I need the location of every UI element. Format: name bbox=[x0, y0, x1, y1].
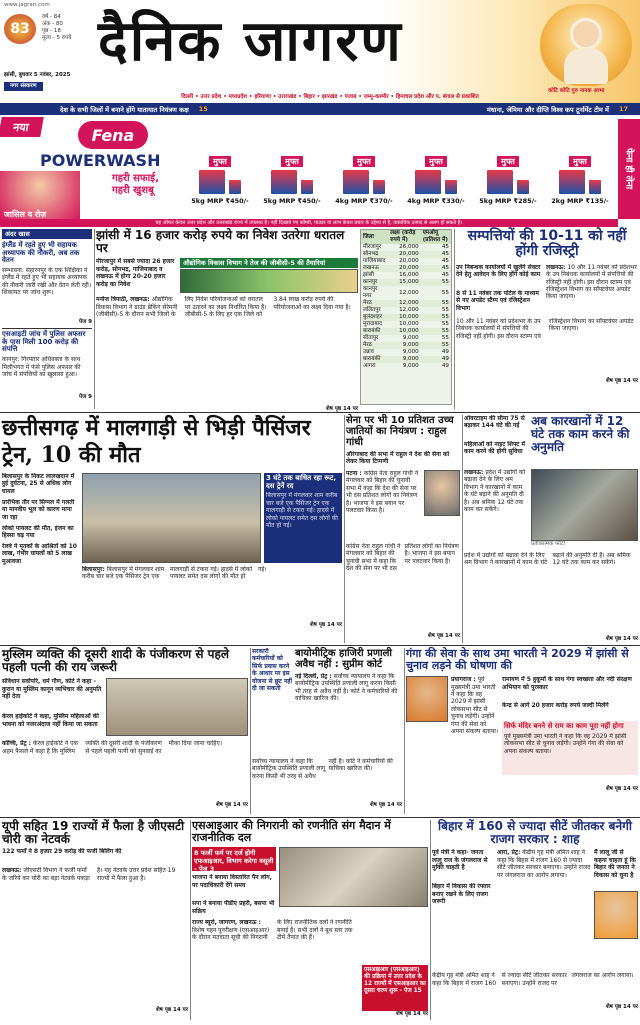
story-byline: बिलासपुर: bbox=[82, 566, 105, 573]
teaser-right-page: 17 bbox=[618, 105, 628, 113]
story-body: केरल हाईकोर्ट ने एक अहम फैसले में कहा है कि मुस्लिम व्यक्ति की दूसरी शादी के पंजीकरण से पहले पहली पत्नी को सुनवाई का मौका दिया जाना चाहिए। bbox=[2, 740, 223, 755]
tagline-line: गहरी सफाई, bbox=[112, 173, 159, 184]
masthead bbox=[0, 0, 640, 103]
ad-offer bbox=[402, 135, 470, 205]
badge-number: 83 bbox=[10, 21, 30, 37]
table-cell: मेरठ bbox=[363, 342, 372, 348]
story-bullet: केन्द्र से आगे 20 हजार करोड़ रुपये जल्दी मिलेंगे bbox=[502, 702, 609, 710]
story-bullet: प्रारंभिक तौर पर सिग्नल में गलती या मानवीय भूल को कारण माना जा रहा bbox=[2, 499, 75, 521]
ad-offer bbox=[186, 135, 254, 205]
story-gst-network[interactable] bbox=[2, 820, 188, 1020]
shah-photo bbox=[594, 891, 638, 939]
story-byline: नई दिल्ली, प्रेट्र : bbox=[295, 673, 332, 680]
editions-strip: दिल्ली • उत्तर प्रदेश • मध्यप्रदेश • हरियाणा • उत्तराखंड • बिहार • झारखंड • पंजाब • जम्मू-कश्मीर • हिमाचल प्रदेश और प. बंगाल से प्रकाशित bbox=[181, 94, 479, 100]
story-headline: सेना पर भी 10 प्रतिशत उच्च जातियों का नियंत्रण : राहुल गांधी bbox=[346, 415, 454, 448]
rahul-photo bbox=[424, 470, 460, 516]
ad-tagline bbox=[112, 173, 159, 197]
table-cell: कानपुर नगर bbox=[363, 286, 378, 299]
offer-price: 2kg MRP ₹135/- bbox=[551, 197, 609, 205]
story-body-cont: 10 और 11 नवंबर को प्रदेशभर के उप निबंधक कार्यालयों में संपत्तियों की रजिस्ट्री नहीं होगी। इस दौरान स्टाम्प एवं रजिस्ट्रेशन विभाग का सॉफ्टवेयर अपडेट किया जाएगा। bbox=[456, 317, 634, 340]
table-row bbox=[361, 272, 451, 279]
story-headline: बायोमीट्रिक हाजिरी प्रणाली अवैध नहीं : सुप्रीम कोर्ट bbox=[295, 648, 393, 670]
table-cell: 9,000 bbox=[402, 342, 419, 348]
table-cell: 20,000 bbox=[399, 258, 419, 264]
story-body: केंद्रीय गृह मंत्री अमित शाह ने कहा कि बिहार में राजग 160 से ज्यादा सीटें जीतकर सरकार बनाएगा। उन्होंने राजद पर जंगलराज का आरोप लगाया। bbox=[497, 849, 591, 879]
story-body: औद्योगिक विकास विभाग ने ग्राउंड ब्रेकिंग सेरेमनी (जीबीसी)-5 के दौरान सभी जिलों के लिए निवेश परियोजनाओं को धरातल पर उतारने का लक्ष्य निर्धारित किया है। जीबीसी-5 के लिए हर एक जिले को 3.84 लाख करोड़ रुपये की परियोजनाओं का लक्ष्य दिया गया है। bbox=[96, 296, 351, 319]
story-bullet: केरल हाईकोर्ट ने कहा, मुस्लिम महिलाओं की भावना को नजरअंदाज नहीं किया जा सकता bbox=[2, 713, 99, 728]
table-cell: उन्नाव bbox=[363, 349, 374, 355]
sub-box[interactable] bbox=[362, 965, 428, 1011]
story-headline: बिहार में 160 से ज्यादा सीटें जीतकर बनेगी राजग सरकार : शाह bbox=[438, 819, 632, 847]
offer-free: मुफ्त bbox=[425, 156, 447, 167]
story-bullet: 122 फर्मों ने 8 हजार 29 करोड़ की फर्जी बिलिंग की bbox=[2, 848, 122, 856]
table-row bbox=[361, 286, 451, 300]
table-cell: 12,000 bbox=[399, 307, 419, 313]
story-byline: लखनऊ: bbox=[2, 867, 22, 875]
table-header: एमओयू (प्रतिशत में) bbox=[422, 230, 448, 243]
ad-offer bbox=[330, 135, 398, 205]
left-item-title: इंग्लैंड में रहते हुए भी सहायक अध्यापक की नौकरी, अब तक वेतन bbox=[2, 241, 80, 265]
offer-price: 4kg MRP ₹370/- bbox=[335, 197, 393, 205]
left-item-body: सम्भावना: सहारनपुर के एक शिक्षिका ने इंग्लैंड में रहते हुए भी सहायक अध्यापक की नौकरी जारी रखी और वेतन लेती रही। शिकायत पर जांच शुरू। bbox=[2, 267, 92, 297]
table-header: जिला bbox=[363, 233, 374, 240]
left-item-page: पेज 9 bbox=[79, 394, 92, 401]
story-bullet: 8 से 11 नवंबर तक पोर्टल के माध्यम से नए अपडेट स्टैम्प एवं रजिस्ट्रेशन विभाग bbox=[456, 289, 539, 312]
story-continued: शेष पृष्ठ 14 पर bbox=[605, 1004, 638, 1011]
site-url[interactable]: www.jagran.com bbox=[4, 2, 50, 8]
table-row bbox=[361, 321, 451, 328]
box-title: 3 घंटे तक बाधित रहा रूट, दस ट्रेनें रद bbox=[266, 474, 337, 490]
story-continued: शेष पृष्ठ 14 पर bbox=[605, 786, 638, 793]
story-bullet: लोको पायलट की मौत, इंजन का हिस्सा चढ़ गया bbox=[2, 525, 74, 540]
table-cell: 55 bbox=[441, 279, 449, 285]
table-cell: बाराबंकी bbox=[363, 356, 381, 362]
table-cell: 45 bbox=[441, 258, 449, 264]
date-line: झांसी, बुधवार 5 नवंबर, 2025 bbox=[4, 72, 71, 78]
table-cell: 10,000 bbox=[399, 328, 419, 334]
table-row bbox=[361, 307, 451, 314]
tagline-line: गहरी खुशबू bbox=[112, 185, 154, 196]
side-text: फेना ही लेना bbox=[623, 148, 634, 190]
story-bullet: सपा ने बनाया पीडीए प्रहरी, बसपा भी सक्रिय bbox=[192, 900, 275, 915]
table-body bbox=[361, 244, 451, 370]
table-cell: सीतापुर bbox=[363, 335, 379, 341]
table-row bbox=[361, 279, 451, 286]
table-cell: 55 bbox=[441, 314, 449, 320]
story-continued: शेष पृष्ठ 14 पर bbox=[155, 1007, 188, 1014]
story-body: प्रदेश में उद्योगों को बढ़ावा देने के लिए श्रम विभाग ने कारखानों में काम के घंटे बढ़ाने की अनुमति दी है। अब श्रमिक 12 घंटे तक काम कर सकेंगे। bbox=[464, 469, 526, 514]
investment-table bbox=[360, 229, 452, 405]
sub-box-text: एसआइआर (एसआइआर) की प्रक्रिया में उत्तर प्रदेश के 12 राज्यों में एसआइआर का दूसरा चरण शुरू - पेज 15 bbox=[364, 967, 426, 995]
graphic-title: औद्योगिक विकास विभाग ने तेज की जीबीसी-5 की तैयारियां bbox=[180, 258, 358, 268]
story-muslim-marriage[interactable] bbox=[2, 648, 248, 814]
table-cell: 45 bbox=[441, 244, 449, 250]
table-cell: 10,000 bbox=[399, 321, 419, 327]
offer-price: 5kg MRP ₹450/- bbox=[191, 197, 249, 205]
story-body-cont: सर्वोच्च न्यायालय ने कहा कि बायोमीट्रिक उपस्थिति प्रणाली लागू करना किसी भी तरह से अवैध नहीं है। कोर्ट ने कर्मचारियों की याचिका खारिज की। bbox=[252, 758, 393, 780]
story-headline: छत्तीसगढ़ में मालगाड़ी से भिड़ी पैसिंजर ट्रेन, 10 की मौत bbox=[2, 415, 311, 468]
left-item-title: एसआइटी जांच में पुलिस अफसर के पास मिली 100 करोड़ की संपत्ति bbox=[2, 330, 86, 354]
story-bullet: उप निबन्धक कार्यालयों में खुलेंगे सेक्टर देने हेतु आवेदन के लिए होंगे कोई काम bbox=[456, 263, 541, 279]
table-cell: 15,000 bbox=[399, 279, 419, 285]
ad-new-badge: नया bbox=[0, 117, 44, 137]
edition-badge: नगर संस्करण bbox=[4, 82, 43, 91]
story-continued: शेष पृष्ठ 14 पर bbox=[369, 802, 402, 808]
ad-offer bbox=[474, 135, 542, 205]
table-row bbox=[361, 244, 451, 251]
story-bullet: बिलासपुर के निकट लालखदान में हुई दुर्घटना, 25 से अधिक लोग घायल bbox=[2, 473, 75, 495]
story-byline: राज्य ब्यूरो, जागरण, लखनऊ : bbox=[192, 919, 261, 927]
story-body: कांग्रेस नेता राहुल गांधी ने मंगलवार को बिहार की चुनावी सभा में कहा कि देश की सेना पर भी दस प्रतिशत लोगों का नियंत्रण है। भाजपा ने इस बयान पर पलटवार किया है। bbox=[346, 470, 419, 515]
tagline: कोटि कोटि गुरु नानक आभा bbox=[548, 88, 605, 94]
story-byline: लखनऊ: bbox=[464, 469, 484, 476]
story-continued: शेष पृष्ठ 14 पर bbox=[325, 406, 358, 413]
story-headline: मुस्लिम व्यक्ति की दूसरी शादी के पंजीकरण से पहले पहली पत्नी की राय जरूरी bbox=[2, 647, 229, 675]
train-photo bbox=[82, 473, 261, 563]
story-uma-bharti[interactable] bbox=[406, 648, 638, 814]
offer-free: मुफ्त bbox=[569, 156, 591, 167]
story-byline: लखनऊ: bbox=[546, 263, 566, 271]
offer-price: 5kg MRP ₹450/- bbox=[263, 197, 321, 205]
sir-photo bbox=[279, 847, 428, 907]
story-bullet: ओवरटाइम की सीमा 75 से बढ़ाकर 144 घंटे की गई bbox=[464, 415, 525, 430]
story-continued: शेष पृष्ठ 14 पर bbox=[215, 802, 248, 809]
table-cell: 9,000 bbox=[402, 335, 419, 341]
table-cell: 16,000 bbox=[399, 272, 419, 278]
story-byline: प्रयागराज : bbox=[451, 676, 476, 684]
table-cell: लखनऊ bbox=[363, 265, 379, 271]
table-row bbox=[361, 335, 451, 342]
guru-nanak-illustration bbox=[540, 4, 632, 86]
story-headline: गंगा की सेवा के साथ उमा भारती ने 2029 में झांसी से चुनाव लड़ने की घोषणा की bbox=[406, 647, 629, 673]
story-sir-monitoring[interactable] bbox=[192, 820, 428, 1020]
table-cell: 45 bbox=[441, 251, 449, 257]
story-bihar-shah[interactable] bbox=[432, 820, 638, 1020]
story-train-accident[interactable] bbox=[2, 415, 342, 643]
table-cell: 10,000 bbox=[399, 314, 419, 320]
table-cell: आगरा bbox=[363, 363, 376, 369]
brand-text: Fena bbox=[91, 125, 135, 145]
ad-footer: यह ऑफर केवल उत्तर प्रदेश और उत्तराखंड राज्य में उपलब्ध है। नहीं दिखाये गए कॉम्बो, पाउडर या लाभ केवल प्रचार के उद्देश्य से है, वास्तविक उत्पाद से अलग हो सकते है। bbox=[0, 219, 618, 227]
ad-brand-logo bbox=[78, 121, 148, 149]
story-headline: झांसी में 16 हजार करोड़ रुपये का निवेश उतरेगा धरातल पर bbox=[96, 228, 345, 256]
factory-photo bbox=[531, 469, 638, 541]
table-cell: कानपुर bbox=[363, 279, 378, 285]
table-row bbox=[361, 342, 451, 349]
side-quote: सरकारी कर्मचारियों को सिर्फ प्रवास करने के आधार पर इस योजना से छूट नहीं दी जा सकती bbox=[252, 648, 292, 693]
story-sub: मीरजापुर में सबसे ज्यादा 26 हजार करोड़, सोनभद्र, गाजियाबाद व लखनऊ में होगा 20-20 हजार करोड़ का निवेश bbox=[96, 258, 175, 288]
offer-free: मुफ्त bbox=[353, 156, 375, 167]
story-bullet: भाजपा ने बनाया विस्तारित पैन लोग, पर पदाधिकारी देंगे समय bbox=[192, 874, 272, 889]
story-continued: शेष पृष्ठ 14 पर bbox=[427, 633, 460, 639]
story-body: सर्वोच्च न्यायालय ने कहा कि बायोमीट्रिक उपस्थिति प्रणाली लागू करना किसी भी तरह से अवैध नहीं है। कोर्ट ने कर्मचारियों की याचिका खारिज की। bbox=[295, 673, 398, 703]
story-byline: आरा, प्रेट्र: bbox=[497, 849, 521, 857]
ad-offer bbox=[258, 135, 326, 205]
table-cell: 49 bbox=[441, 356, 449, 362]
story-jhansi-investment[interactable] bbox=[96, 228, 358, 413]
story-headline: एसआइआर की निगरानी को रणनीति संग मैदान में राजनीतिक दल bbox=[192, 819, 391, 845]
court-photo bbox=[106, 678, 248, 736]
left-col-header: अंदर खास bbox=[2, 229, 92, 239]
story-bullet: रामायण में 5 हुकूमों के साथ गंगा स्वच्छता और नदी संरक्षण अभियान को पुरस्कार bbox=[502, 676, 632, 691]
meta-line: वर्ष - 84 bbox=[42, 14, 61, 20]
table-cell: 12,000 bbox=[399, 289, 419, 296]
offer-price: 4kg MRP ₹330/- bbox=[407, 197, 465, 205]
offer-price: 5kg MRP ₹285/- bbox=[479, 197, 537, 205]
story-continued: शेष पृष्ठ 14 पर bbox=[309, 622, 342, 628]
offer-free: मुफ्त bbox=[281, 156, 303, 167]
fena-advertisement[interactable] bbox=[0, 115, 640, 227]
left-item-page: पेज 9 bbox=[79, 319, 92, 326]
table-cell: 9,000 bbox=[402, 349, 419, 355]
ad-side-text bbox=[618, 119, 640, 219]
story-bullet: महिलाओं को नाइट शिफ्ट में काम करने की होगी सुविधा bbox=[464, 441, 525, 456]
offer-free: मुफ्त bbox=[209, 156, 231, 167]
story-byline: पटना : bbox=[346, 470, 362, 477]
table-cell: 55 bbox=[441, 328, 449, 334]
table-row bbox=[361, 300, 451, 307]
story-byline: कोच्चि, प्रेट्र : bbox=[2, 740, 32, 748]
table-cell: 55 bbox=[441, 321, 449, 327]
ad-offer bbox=[546, 135, 614, 205]
meta-lines bbox=[42, 14, 71, 42]
story-body-cont: केंद्रीय गृह मंत्री अमित शाह ने कहा कि बिहार में राजग 160 से ज्यादा सीटें जीतकर सरकार बनाएगा। उन्होंने राजद पर जंगलराज का आरोप लगाया। bbox=[432, 972, 634, 987]
table-cell: 20,000 bbox=[399, 265, 419, 271]
uma-photo bbox=[406, 676, 448, 722]
meta-line: पृष्ठ - 18 bbox=[42, 28, 61, 34]
table-cell: ललितपुर bbox=[363, 307, 381, 313]
story-byline: मनोज त्रिपाठी, लखनऊ: bbox=[96, 296, 150, 304]
ad-model-name: जासिल व रोज़ bbox=[4, 210, 47, 219]
table-row bbox=[361, 356, 451, 363]
story-body: विशेष गहन पुनरीक्षण (एसआइआर) के दौरान मतदाता सूची की निगरानी के लिए राजनीतिक दलों ने रणनीति बनाई है। सभी दलों ने बूथ स्तर तक टीमें तैनात की हैं। bbox=[192, 919, 353, 941]
story-bullet: बिहार में विकास की रफ्तार बनाए रखने के लिए राजग जरूरी bbox=[432, 883, 491, 906]
ad-product: POWERWASH bbox=[40, 151, 161, 170]
table-cell: बाराबंकी bbox=[363, 328, 381, 334]
photo-caption: प्रतीकात्मक फोटो bbox=[531, 541, 566, 547]
story-headline: सम्पत्तियों की 10-11 को नहीं होंगी रजिस्ट्री bbox=[467, 228, 627, 260]
quote-text: मैं लालू जी से कहना चाहता हूं कि बिहार की जनता ने विकास को चुना है bbox=[594, 849, 636, 879]
table-cell: मीरजापुर bbox=[363, 244, 382, 250]
table-cell: 55 bbox=[441, 335, 449, 341]
table-cell: 49 bbox=[441, 349, 449, 355]
offer-free: मुफ्त bbox=[497, 156, 519, 167]
story-headline: यूपी सहित 19 राज्यों में फैला है जीएसटी चोरी का नेटवर्क bbox=[2, 819, 185, 847]
teaser-left-page: 15 bbox=[198, 105, 208, 113]
left-column bbox=[2, 229, 92, 409]
table-cell: 49 bbox=[441, 363, 449, 369]
table-row bbox=[361, 251, 451, 258]
story-body: जीएसटी विभाग ने फर्जी फर्मों के जरिये कर चोरी का बड़ा नेटवर्क पकड़ा है। यह नेटवर्क उत्तर प्रदेश सहित 19 राज्यों में फैला हुआ है। bbox=[2, 867, 176, 882]
story-bullet: पूर्व मंत्री ने कहा- जनता लालू राज के जंगलराज से मुक्ति चाहती है bbox=[432, 849, 488, 872]
table-row bbox=[361, 349, 451, 356]
ad-offer-row bbox=[186, 135, 614, 205]
table-cell: मेरठ bbox=[363, 300, 372, 306]
box-body: पूर्व मुख्यमंत्री उमा भारती ने कहा कि वह 2029 में झांसी लोकसभा सीट से चुनाव लड़ेंगी। उन्होंने गंगा की सेवा को अपना संकल्प बताया। bbox=[504, 732, 627, 755]
table-cell: 45 bbox=[441, 272, 449, 278]
story-continued: शेष पृष्ठ 14 पर bbox=[605, 377, 638, 384]
table-cell: मुरादाबाद bbox=[363, 321, 383, 327]
left-item[interactable] bbox=[2, 331, 92, 401]
investment-graphic bbox=[180, 269, 358, 293]
table-cell: 55 bbox=[441, 342, 449, 348]
box-text: 8 फर्जी फर्म पर दर्ज होगी एफआइआर, विभाग करेगा वसूली - पेज 3 bbox=[192, 847, 276, 871]
logo: दैनिक जागरण bbox=[98, 8, 403, 74]
table-cell: 9,000 bbox=[402, 363, 419, 369]
table-cell: झांसी bbox=[363, 272, 374, 278]
teaser-left[interactable]: देश के सभी जिलों में बनाने होंगे यातायात नियंत्रण कक्ष bbox=[60, 105, 189, 114]
story-body: 10 और 11 नवंबर को प्रदेशभर के उप निबंधक कार्यालयों में संपत्तियों की रजिस्ट्री नहीं होगी। इस दौरान स्टाम्प एवं रजिस्ट्रेशन विभाग का सॉफ्टवेयर अपडेट किया जाएगा। bbox=[546, 263, 637, 301]
meta-line: अंक - 80 bbox=[42, 21, 63, 27]
table-row bbox=[361, 328, 451, 335]
story-biometric-attendance[interactable] bbox=[252, 648, 402, 814]
story-continued: शेष पृष्ठ 14 पर bbox=[605, 636, 638, 642]
table-cell: 20,000 bbox=[399, 251, 419, 257]
table-row bbox=[361, 314, 451, 321]
story-headline: अब कारखानों में 12 घंटे तक काम करने की अनुमति bbox=[531, 414, 630, 455]
table-cell: गाजियाबाद bbox=[363, 258, 386, 264]
left-item[interactable] bbox=[2, 242, 92, 326]
story-rahul-gandhi[interactable] bbox=[346, 415, 460, 643]
table-cell: 55 bbox=[441, 300, 449, 306]
table-cell: 55 bbox=[441, 307, 449, 313]
table-cell: 45 bbox=[441, 265, 449, 271]
teaser-right[interactable]: मंधाना, जेमिमा और दीप्ति विश्व कप टूर्नामेंट टीम में bbox=[486, 105, 609, 114]
table-header: लक्ष्य (करोड़ रुपये में) bbox=[390, 230, 416, 243]
table-cell: बुलंदशहर bbox=[363, 314, 383, 320]
table-cell: 26,000 bbox=[399, 244, 419, 250]
story-bullet: रेलवे ने मृतकों के आश्रितों को 10 लाख, गंभीर घायलों को 5 लाख मुआवजा bbox=[2, 543, 77, 565]
story-continued: शेष पृष्ठ 14 पर bbox=[395, 1011, 428, 1018]
box-title: सिर्फ मंदिर बनने से राम का काम पूरा नहीं होगा bbox=[504, 722, 624, 731]
table-cell: 9,000 bbox=[402, 356, 419, 362]
story-bullet: औरंगाबाद की सभा में राहुल ने देश की सेना को लेकर किया टिप्पणी bbox=[346, 451, 450, 466]
teaser-bar bbox=[0, 103, 640, 115]
story-body: पूर्व मुख्यमंत्री उमा भारती ने कहा कि वह 2029 में झांसी लोकसभा सीट से चुनाव लड़ेंगी। उन्होंने गंगा की सेवा को अपना संकल्प बताया। bbox=[451, 676, 499, 736]
story-bullet: संविधान सर्वोपरि, धर्म गौण, कोर्ट ने कहा - कुरान या मुस्लिम कानून व्यभिचार की अनुमति नहीं देता bbox=[2, 678, 102, 701]
box-body: बिलासपुर में मंगलवार शाम करीब चार बजे एक पैसिंजर ट्रेन एक मालगाड़ी से टकरा गई। हादसे में लोको पायलट समेत दस लोगों की मौत हो गई। bbox=[266, 492, 338, 529]
story-body-cont: कांग्रेस नेता राहुल गांधी ने मंगलवार को बिहार की चुनावी सभा में कहा कि देश की सेना पर भी दस प्रतिशत लोगों का नियंत्रण है। भाजपा ने इस बयान पर पलटवार किया है। bbox=[346, 543, 459, 573]
story-body-cont: प्रदेश में उद्योगों को बढ़ावा देने के लिए श्रम विभाग ने कारखानों में काम के घंटे बढ़ाने की अनुमति दी है। अब श्रमिक 12 घंटे तक काम कर सकेंगे। bbox=[464, 552, 631, 567]
table-row bbox=[361, 363, 451, 370]
story-property-registry[interactable] bbox=[456, 229, 638, 409]
table-row bbox=[361, 265, 451, 272]
table-cell: 55 bbox=[441, 289, 449, 296]
left-item-body: कानपुर: गिरफ्तार अधिवक्ता के साथ मिलीभगत में फंसे पुलिस अफसर की जांच में संपत्तियों का खुलासा हुआ। bbox=[2, 356, 81, 378]
story-body: बिलासपुर में मंगलवार शाम करीब चार बजे एक पैसिंजर ट्रेन एक मालगाड़ी से टकरा गई। हादसे में लोको पायलट समेत दस लोगों की मौत हो गई। bbox=[82, 566, 267, 581]
meta-line: मूल्य - 5 रुपये bbox=[42, 35, 72, 41]
table-cell: 12,000 bbox=[399, 300, 419, 306]
table-cell: सोनभद्र bbox=[363, 251, 379, 257]
table-row bbox=[361, 258, 451, 265]
anniversary-badge bbox=[4, 14, 36, 44]
story-factory-hours[interactable] bbox=[464, 415, 638, 643]
